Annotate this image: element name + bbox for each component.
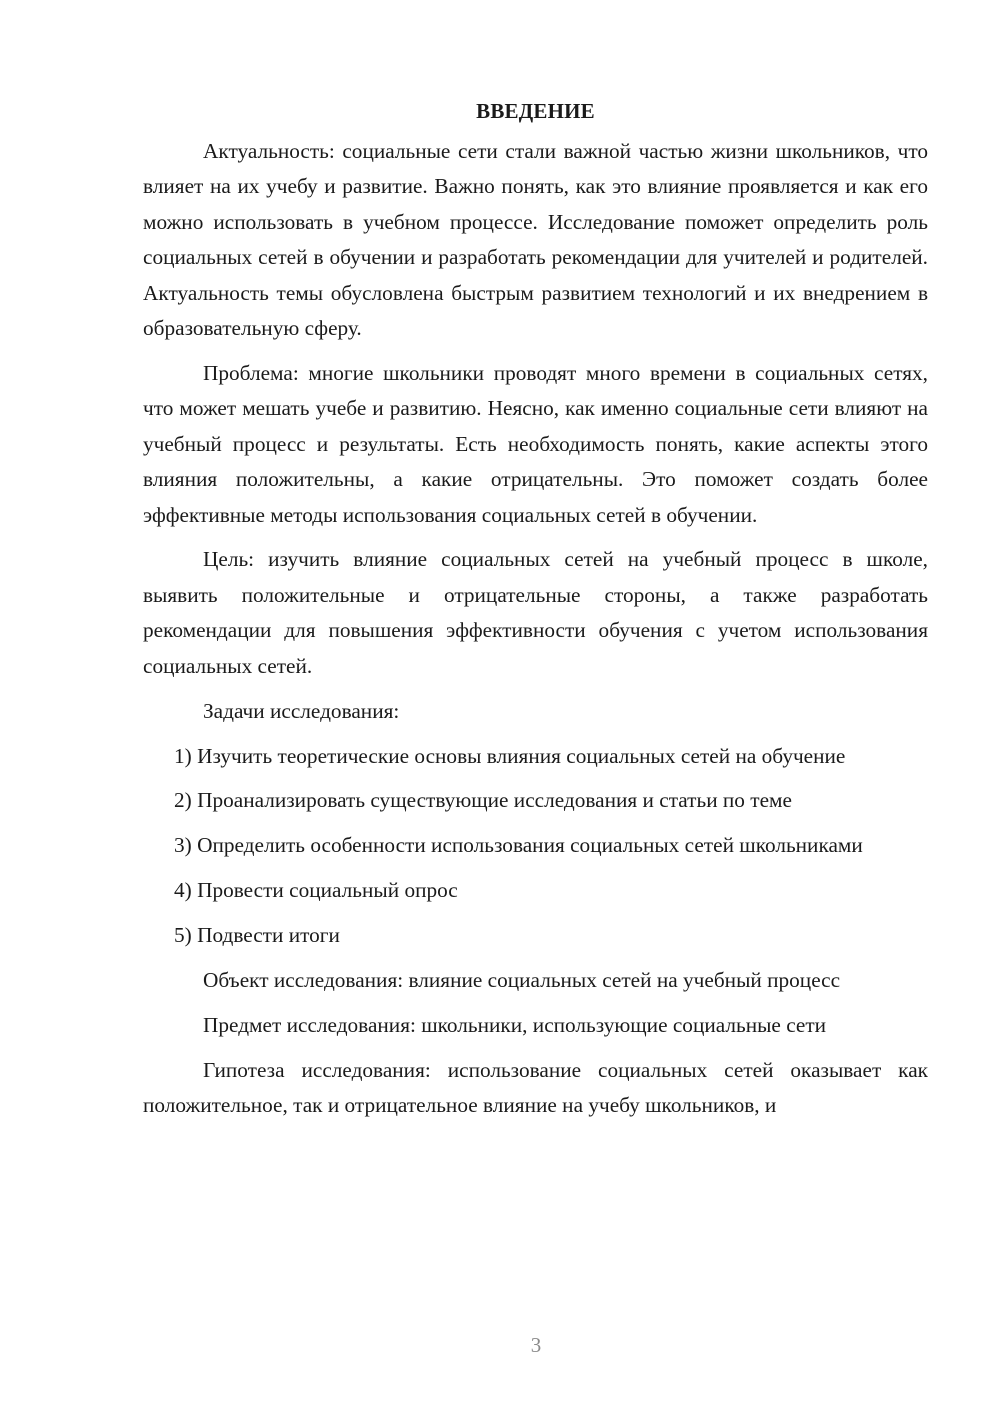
list-item: 4) Провести социальный опрос — [174, 878, 458, 903]
paragraph-goal: Цель: изучить влияние социальных сетей на учебный процесс в школе, выявить положительные и отрицательные стороны, а также разработать рекомендации для повышения эффективности обучения с учетом использования социальных сетей. — [143, 547, 928, 678]
paragraph-tasks-heading: Задачи исследования: — [203, 698, 400, 723]
paragraph-hypothesis: Гипотеза исследования: использование социальных сетей оказывает как положительное, так и отрицательное влияние на учебу школьников, и — [143, 1057, 928, 1118]
paragraph-object: Объект исследования: влияние социальных сетей на учебный процесс — [203, 968, 841, 993]
list-item: 2) Проанализировать существующие исследования и статьи по теме — [174, 788, 792, 813]
list-item: 5) Подвести итоги — [174, 923, 340, 948]
tasks-list — [143, 739, 928, 954]
section-heading: ВВЕДЕНИЕ — [476, 99, 595, 123]
page-number: 3 — [530, 1333, 542, 1357]
list-item: 1) Изучить теоретические основы влияния социальных сетей на обучение — [174, 743, 846, 768]
list-item: 3) Определить особенности использования социальных сетей школьниками — [174, 833, 863, 858]
paragraph-problem: Проблема: многие школьники проводят много времени в социальных сетях, что может мешать учебе и развитию. Неясно, как именно социальные сети влияют на учебный процесс и результаты. Есть необходимость понять, какие аспекты этого влияния положительны, а какие отрицательны. Это поможет создать более эффективные методы использования социальных сетей в обучении. — [143, 360, 928, 527]
paragraph-relevance: Актуальность: социальные сети стали важной частью жизни школьников, что влияет на их учебу и развитие. Важно понять, как это влияние проявляется и как его можно использовать в учебном процессе. Исследование поможет определить роль социальных сетей в обучении и разработать рекомендации для учителей и родителей. Актуальность темы обусловлена быстрым развитием технологий и их внедрением в образовательную сферу. — [143, 139, 928, 341]
paragraph-subject: Предмет исследования: школьники, использующие социальные сети — [203, 1012, 827, 1037]
document-page — [143, 94, 928, 1133]
